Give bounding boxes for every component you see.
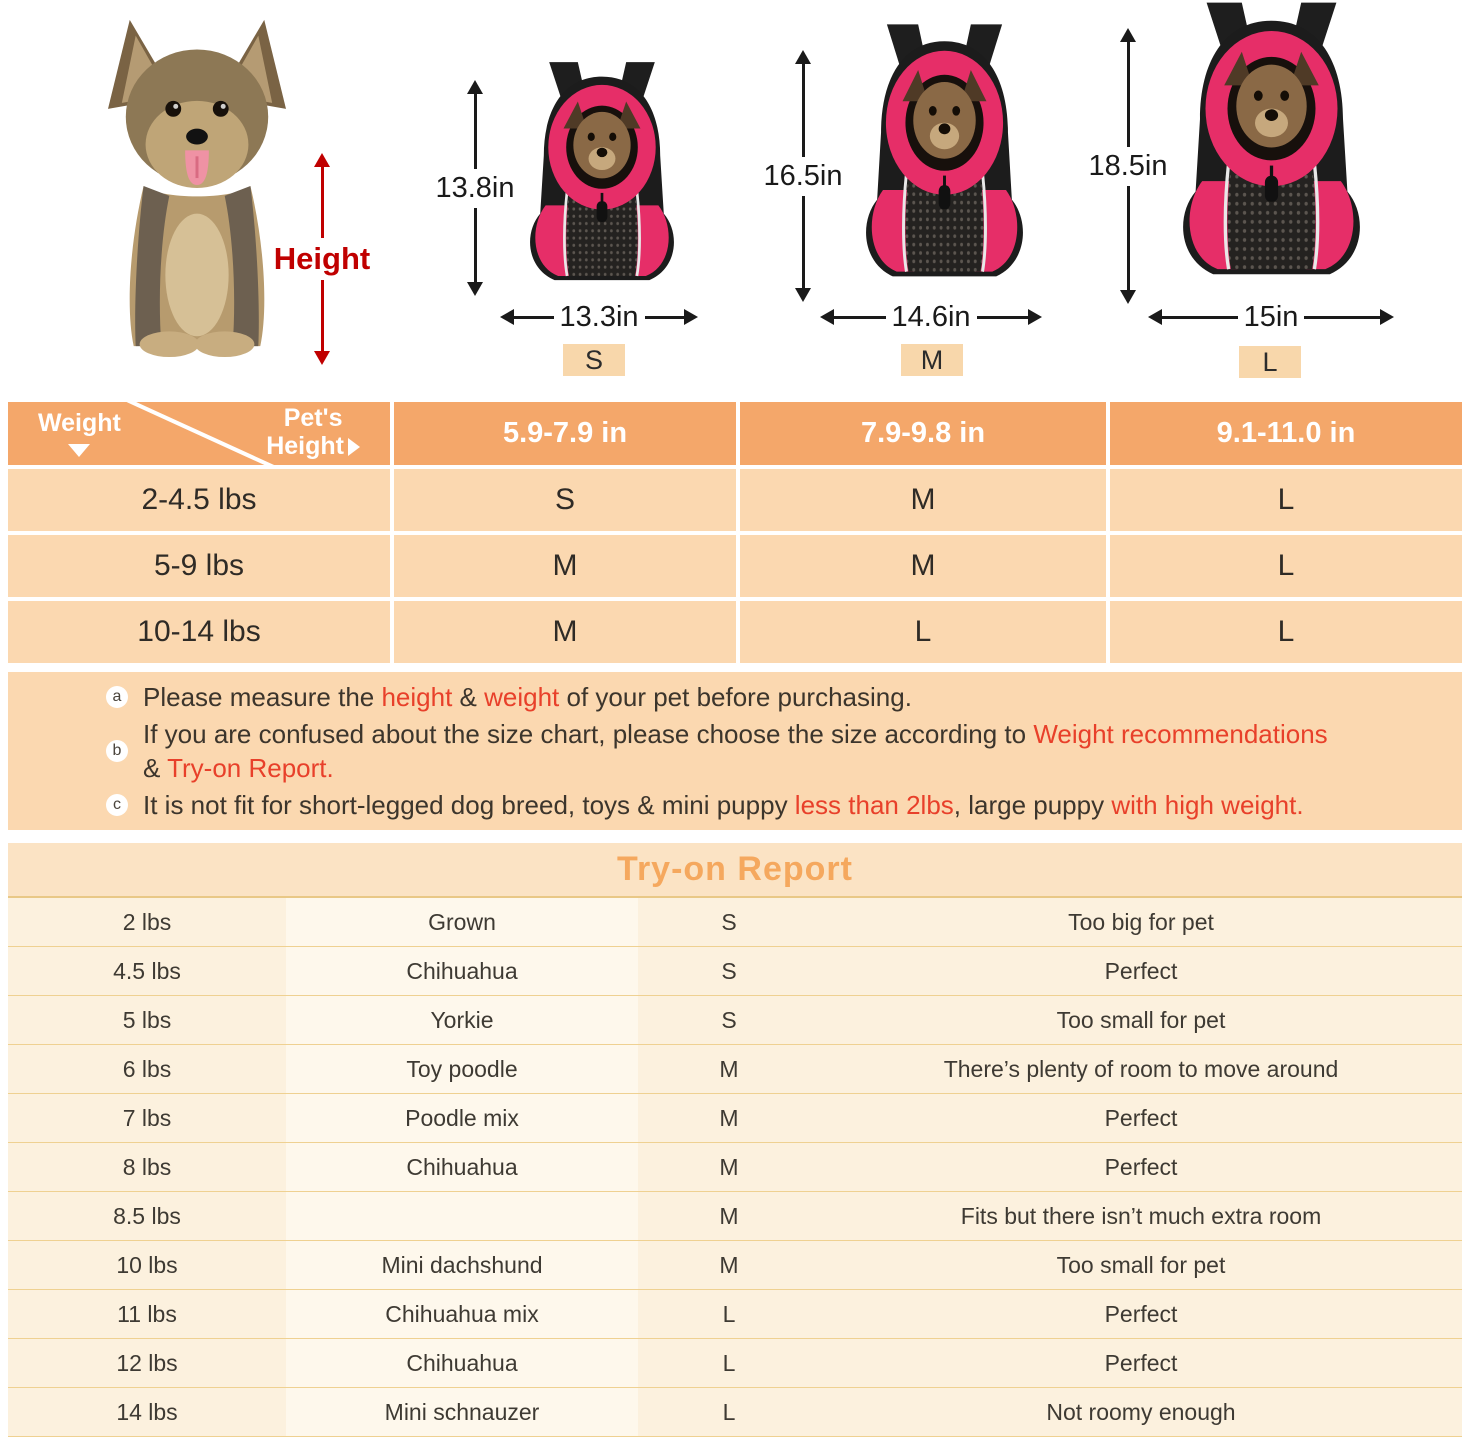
pet-height-label: Height [273,238,371,280]
arrow-up-icon [795,50,811,64]
tryon-cell-size: M [638,1094,820,1142]
tryon-row [8,947,1462,996]
notes-section [8,672,1462,830]
tryon-cell-weight: 8.5 lbs [8,1192,286,1240]
size-cell: S [394,469,736,531]
tryon-cell-breed: Yorkie [286,996,638,1044]
tryon-cell-comment: Too small for pet [820,1241,1462,1289]
tryon-row [8,1241,1462,1290]
tryon-cell-weight: 5 lbs [8,996,286,1044]
arrow-up-icon [467,80,483,94]
tryon-row [8,1388,1462,1437]
backpack-size-s [508,60,696,304]
tryon-cell-size: L [638,1290,820,1338]
arrow-down-icon [1120,290,1136,304]
height-value-l: 18.5in [1087,147,1168,186]
note-text: It is not fit for short-legged dog breed, toys & mini puppy less than 2lbs, large puppy with high weight. [143,789,1304,820]
col-header-3: 9.1-11.0 in [1110,402,1462,465]
size-badge-m: M [901,344,963,376]
note-text: Please measure the height & weight of your pet before purchasing. [143,682,912,713]
tryon-row [8,1339,1462,1388]
tryon-cell-breed: Poodle mix [286,1094,638,1142]
note-item [106,788,1442,822]
tryon-cell-comment: Perfect [820,1094,1462,1142]
height-arrow-l [1068,28,1188,304]
tryon-cell-size: M [638,1143,820,1191]
tryon-cell-weight: 2 lbs [8,898,286,946]
tryon-cell-comment: Too small for pet [820,996,1462,1044]
size-cell: M [740,469,1106,531]
size-badge-l: L [1239,346,1301,378]
tryon-cell-comment: Perfect [820,1290,1462,1338]
weight-axis-label: Weight [38,409,121,437]
width-arrow-m [820,300,1042,334]
tryon-report [8,843,1462,1437]
tryon-cell-weight: 12 lbs [8,1339,286,1387]
arrow-left-icon [500,309,514,325]
tryon-row [8,1045,1462,1094]
arrow-down-icon [314,351,330,365]
weight-row-label: 10-14 lbs [8,601,390,663]
pet-height-arrow [262,153,382,365]
tryon-cell-breed: Toy poodle [286,1045,638,1093]
note-badge: a [106,686,128,708]
tryon-cell-breed: Mini schnauzer [286,1388,638,1436]
arrow-right-icon [1380,309,1394,325]
tryon-row [8,1192,1462,1241]
width-arrow-s [500,300,698,334]
arrow-up-icon [1120,28,1136,42]
tryon-title-band [8,843,1462,898]
tryon-cell-size: S [638,947,820,995]
tryon-row [8,1094,1462,1143]
size-cell: M [740,535,1106,597]
tryon-cell-comment: Not roomy enough [820,1388,1462,1436]
tryon-cell-weight: 8 lbs [8,1143,286,1191]
triangle-right-icon [348,438,360,456]
tryon-cell-breed: Grown [286,898,638,946]
tryon-cell-weight: 10 lbs [8,1241,286,1289]
width-arrow-l [1148,300,1394,334]
tryon-cell-size: L [638,1339,820,1387]
height-arrow-s [415,80,535,296]
size-cell: L [1110,601,1462,663]
tryon-cell-breed: Chihuahua [286,947,638,995]
tryon-cell-weight: 7 lbs [8,1094,286,1142]
note-badge: c [106,794,128,816]
height-arrow-m [743,50,863,302]
triangle-down-icon [68,444,90,457]
note-badge: b [106,740,128,762]
backpack-size-l [1156,0,1387,304]
tryon-row [8,1143,1462,1192]
tryon-cell-breed: Chihuahua [286,1143,638,1191]
tryon-cell-size: M [638,1045,820,1093]
tryon-cell-size: L [638,1388,820,1436]
tryon-cell-breed: Chihuahua [286,1339,638,1387]
tryon-cell-comment: Too big for pet [820,898,1462,946]
width-value-s: 13.3in [559,300,639,333]
size-cell: M [394,601,736,663]
tryon-title: Try-on Report [617,850,853,888]
size-cell: L [740,601,1106,663]
tryon-cell-breed: Mini dachshund [286,1241,638,1289]
arrow-right-icon [684,309,698,325]
tryon-cell-size: M [638,1241,820,1289]
tryon-rows [8,898,1462,1437]
arrow-up-icon [314,153,330,167]
tryon-cell-breed [286,1192,638,1240]
tryon-cell-comment: Perfect [820,1143,1462,1191]
tryon-row [8,898,1462,947]
arrow-left-icon [820,309,834,325]
arrow-down-icon [467,282,483,296]
tryon-cell-breed: Chihuahua mix [286,1290,638,1338]
measurement-guide [0,0,1470,400]
size-badge-s: S [563,344,625,376]
size-table [8,402,1462,663]
note-item [106,680,1442,714]
tryon-cell-size: S [638,996,820,1044]
tryon-cell-weight: 6 lbs [8,1045,286,1093]
arrow-left-icon [1148,309,1162,325]
tryon-cell-size: S [638,898,820,946]
tryon-row [8,996,1462,1045]
size-cell: L [1110,469,1462,531]
size-table-corner-cell [8,402,390,465]
tryon-cell-comment: Perfect [820,947,1462,995]
weight-row-label: 2-4.5 lbs [8,469,390,531]
size-cell: M [394,535,736,597]
note-text: If you are confused about the size chart, please choose the size according to Weight recommendations & Try-on Report. [143,718,1328,783]
tryon-cell-comment: Perfect [820,1339,1462,1387]
tryon-cell-weight: 11 lbs [8,1290,286,1338]
tryon-cell-weight: 4.5 lbs [8,947,286,995]
tryon-cell-size: M [638,1192,820,1240]
weight-row-label: 5-9 lbs [8,535,390,597]
col-header-1: 5.9-7.9 in [394,402,736,465]
tryon-cell-comment: There’s plenty of room to move around [820,1045,1462,1093]
col-header-2: 7.9-9.8 in [740,402,1106,465]
arrow-right-icon [1028,309,1042,325]
backpack-size-m [842,22,1047,304]
note-item [106,717,1442,786]
arrow-down-icon [795,288,811,302]
tryon-cell-comment: Fits but there isn’t much extra room [820,1192,1462,1240]
tryon-cell-weight: 14 lbs [8,1388,286,1436]
height-value-s: 13.8in [434,169,515,208]
height-value-m: 16.5in [762,157,843,196]
pet-height-axis-label: Pet's Height [266,405,360,460]
width-value-l: 15in [1243,300,1299,333]
tryon-row [8,1290,1462,1339]
size-cell: L [1110,535,1462,597]
width-value-m: 14.6in [891,300,971,333]
